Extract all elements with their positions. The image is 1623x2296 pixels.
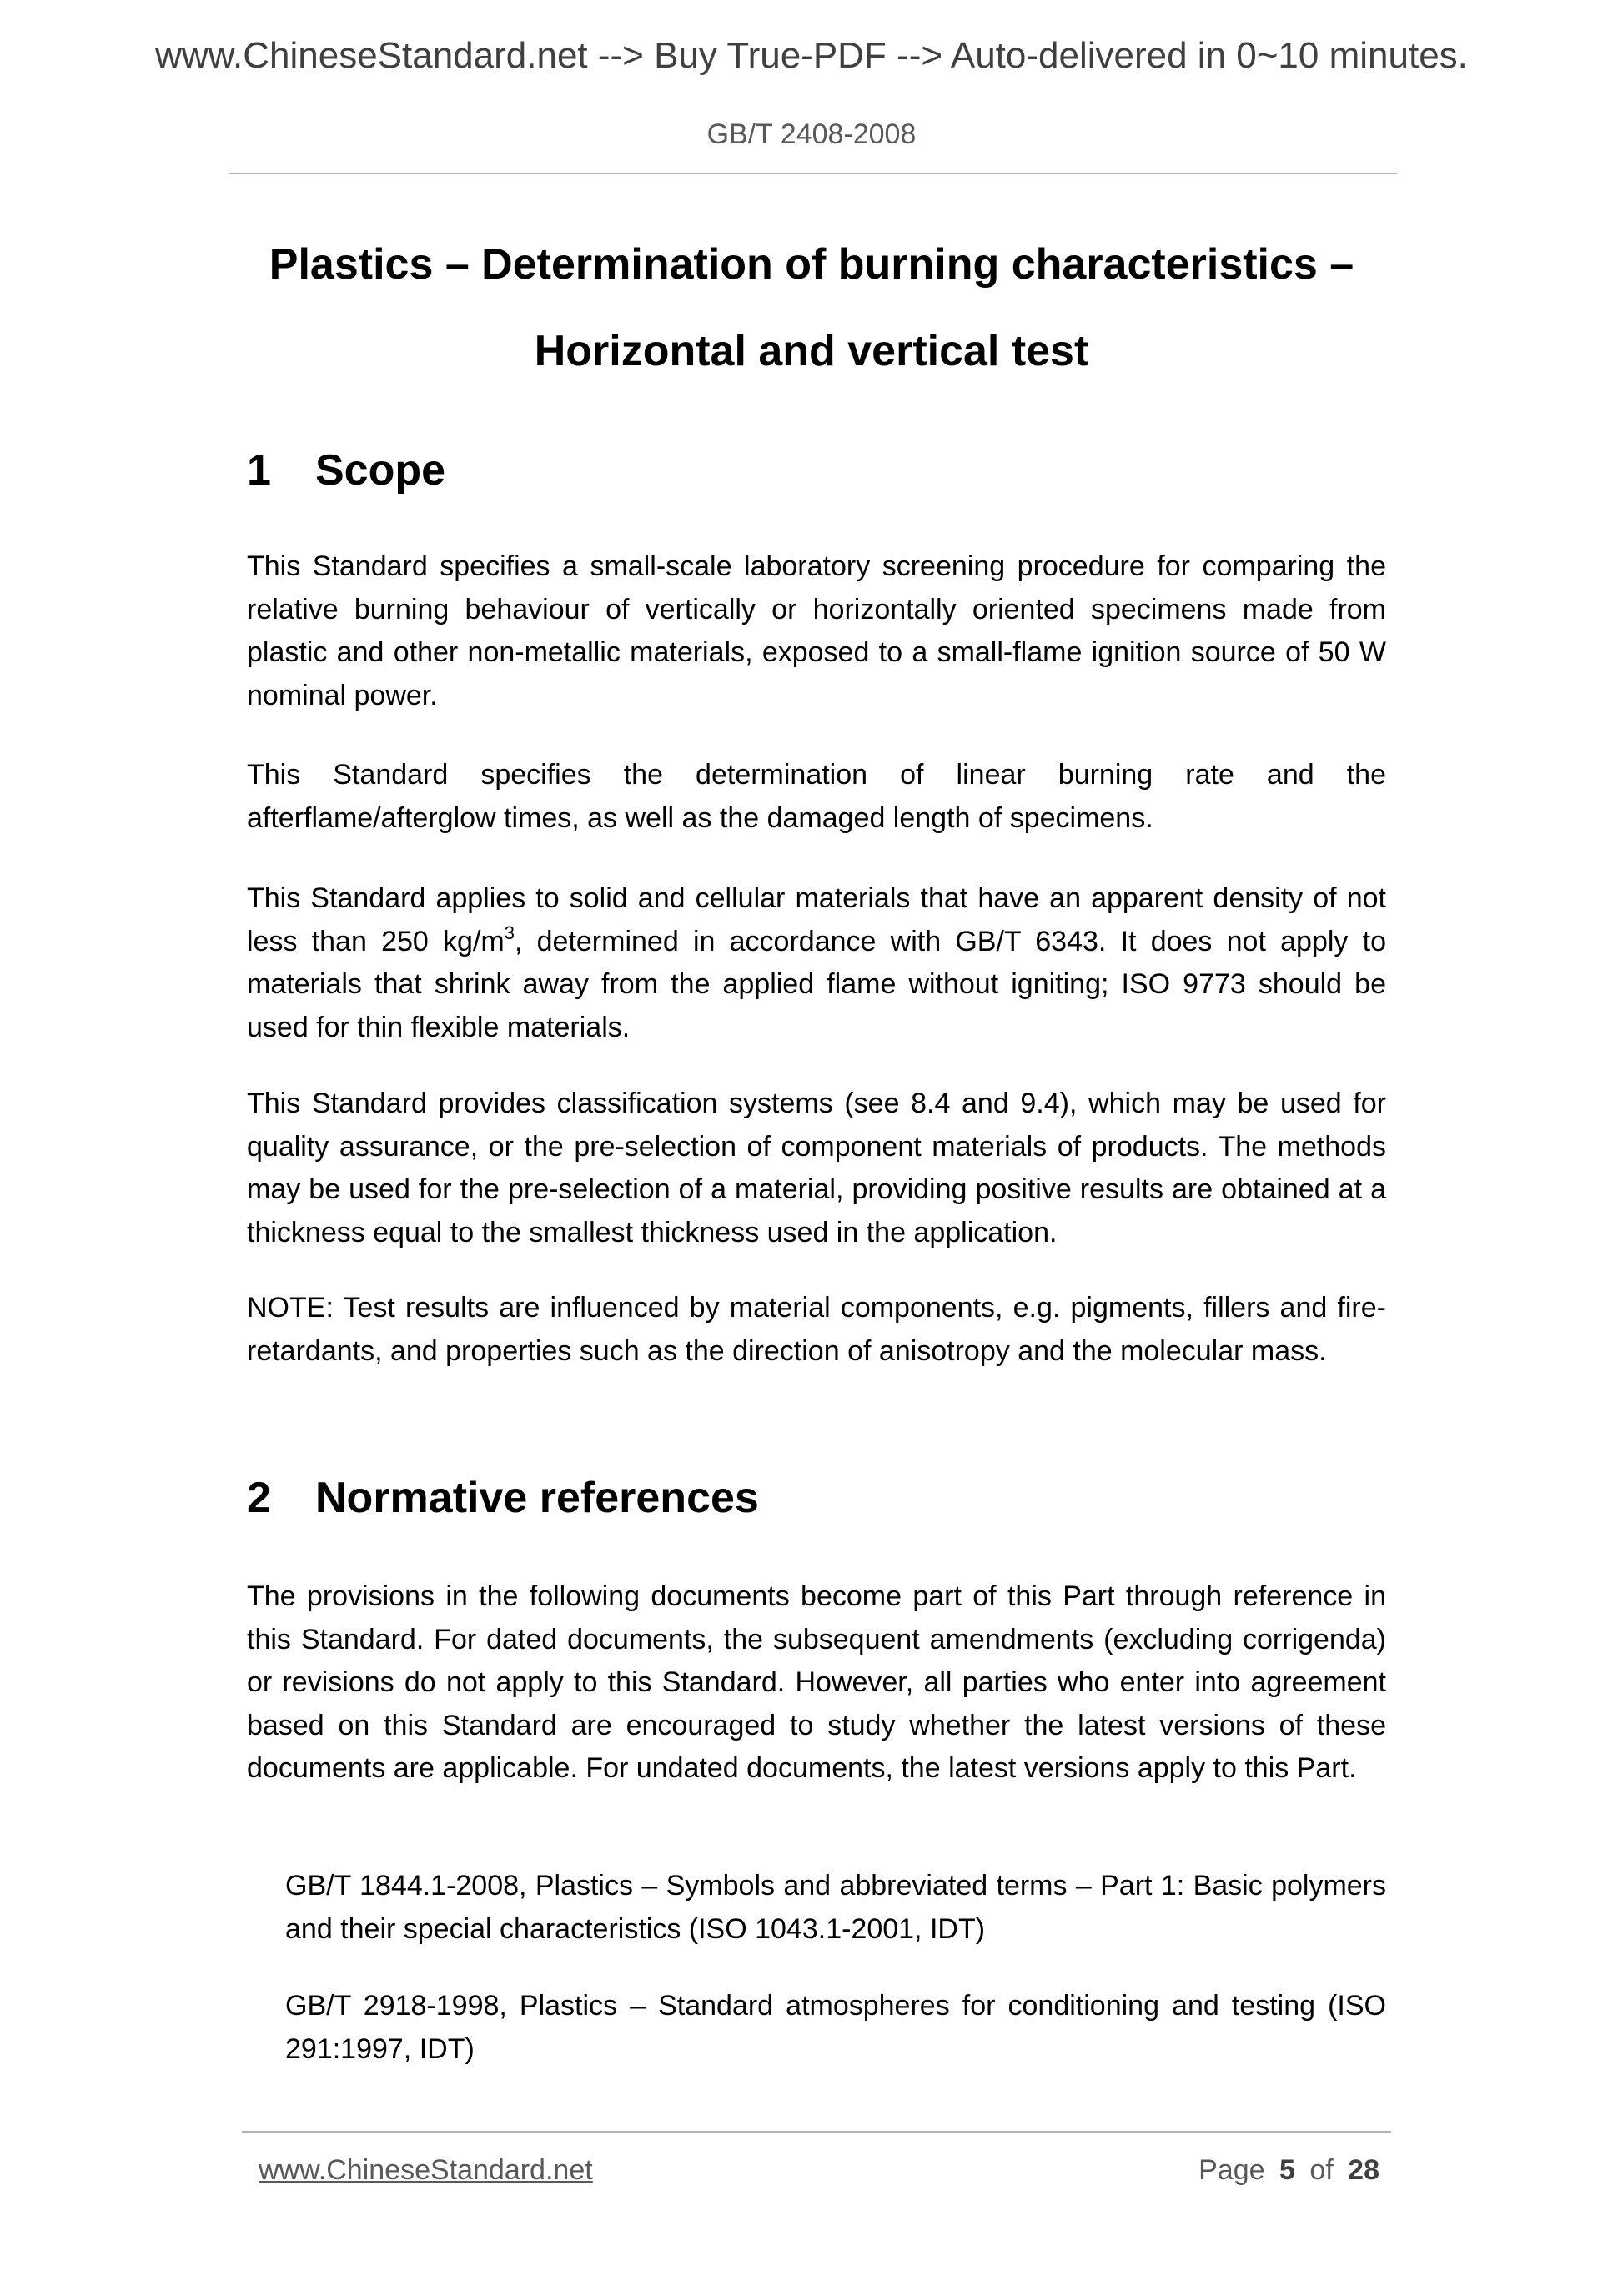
scope-paragraph-1: This Standard specifies a small-scale laboratory screening procedure for comparing the relative burning behaviour of vertically or horizontally oriented specimens made from plastic and other non-metallic materials, exposed to a small-flame ignition source of 50 W nominal power. (247, 550, 1386, 711)
section-heading-scope (247, 445, 445, 495)
document-title (192, 221, 1431, 394)
header-banner: www.ChineseStandard.net --> Buy True-PDF --> Auto-delivered in 0~10 minutes. (155, 35, 1468, 76)
scope-paragraph-3-continuation: , determined in accordance with GB/T 6343. It does not apply to materials that shrink away from the applied flame without igniting; ISO 9773 should be used for thin flexible materials. (247, 925, 1386, 1043)
section-number: 1 (247, 446, 271, 495)
normative-references-paragraph: The provisions in the following documents become part of this Part through reference in this Standard. For dated documents, the subsequent amendments (excluding corrigenda) or revisions do not apply to this Standard. However, all parties who enter into agreement based on this Standard are encouraged to study whether the latest versions of these documents are applicable. For undated documents, the latest versions apply to this Part. (247, 1580, 1386, 1784)
section-title: Normative references (315, 1474, 759, 1522)
page-counter (1198, 2154, 1386, 2187)
document-title-line-2: Horizontal and vertical test (534, 327, 1089, 375)
footer-divider (242, 2131, 1391, 2133)
scope-note: NOTE: Test results are influenced by material components, e.g. pigments, fillers and fire-retardants, and properties such as the direction of anisotropy and the molecular mass. (247, 1292, 1386, 1367)
scope-paragraph-4: This Standard provides classification systems (see 8.4 and 9.4), which may be used for quality assurance, or the pre-selection of component materials of products. The methods may be used for the pre-selection of a material, providing positive results are obtained at a thickness equal to the smallest thickness used in the application. (247, 1088, 1386, 1248)
section-title: Scope (315, 446, 446, 495)
section-heading-normative-references (247, 1473, 759, 1523)
page-label: Page (1198, 2154, 1265, 2186)
scope-paragraph-3 (247, 877, 1386, 1049)
section-number: 2 (247, 1474, 271, 1522)
scope-paragraph-3-text: This Standard applies to solid and cellular materials that have an apparent density of not less than 250 kg/m (247, 882, 1386, 957)
superscript-exponent: 3 (504, 922, 515, 943)
standard-code: GB/T 2408-2008 (706, 118, 917, 150)
reference-item: GB/T 1844.1-2008, Plastics – Symbols and abbreviated terms – Part 1: Basic polymers and their special characteristics (ISO 1043.1-2001, IDT) (285, 1870, 1386, 1945)
document-title-line-1: Plastics – Determination of burning characteristics – (269, 240, 1354, 289)
reference-item: GB/T 2918-1998, Plastics – Standard atmospheres for conditioning and testing (ISO 291:1997, IDT) (285, 1990, 1386, 2065)
scope-paragraph-2: This Standard specifies the determination of linear burning rate and the afterflame/afterglow times, as well as the damaged length of specimens. (247, 759, 1386, 834)
of-label: of (1309, 2154, 1334, 2186)
total-pages-number: 28 (1348, 2154, 1379, 2186)
current-page-number: 5 (1279, 2154, 1295, 2186)
header-divider (229, 173, 1397, 174)
footer-website-link[interactable]: www.ChineseStandard.net (259, 2154, 593, 2186)
